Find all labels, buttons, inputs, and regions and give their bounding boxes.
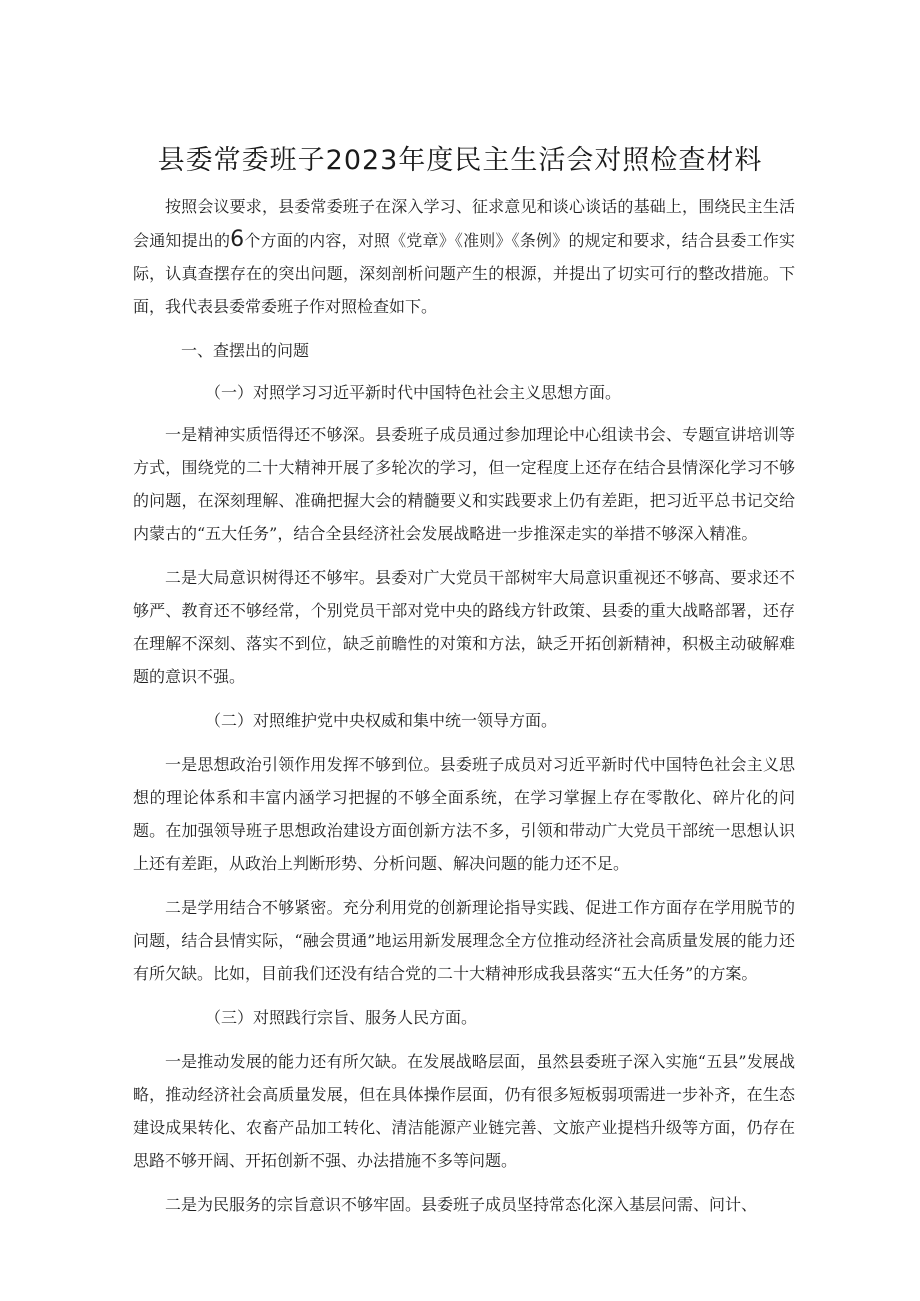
section-heading-1: 一、查摆出的问题 bbox=[181, 341, 310, 360]
intro-paragraph bbox=[133, 190, 795, 323]
subsection-heading-2: （二）对照维护党中央权威和集中统一领导方面。 bbox=[205, 711, 558, 730]
intro-number: 6 bbox=[230, 227, 245, 252]
paragraph-1-2: 二是大局意识树得还不够牢。县委对广大党员干部树牢大局意识重视还不够高、要求还不够严、教育还不够经常，个别党员干部对党中央的路线方针政策、县委的重大战略部署，还存在理解不深刻、落实不到位，缺乏前瞻性的对策和方法，缺乏开拓创新精神，积极主动破解难题的意识不强。 bbox=[133, 568, 795, 686]
paragraph-2-1: 一是思想政治引领作用发挥不够到位。县委班子成员对习近平新时代中国特色社会主义思想的理论体系和丰富内涵学习把握的不够全面系统，在学习掌握上存在零散化、碎片化的问题。在加强领导班子思想政治建设方面创新方法不多，引领和带动广大党员干部统一思想认识上还有差距，从政治上判断形势、分析问题、解决问题的能力还不足。 bbox=[133, 755, 795, 873]
document-body bbox=[133, 190, 795, 1221]
document-title: 县委常委班子2023年度民主生活会对照检查材料 bbox=[157, 145, 763, 176]
intro-text-before: 按照会议要求，县委常委班子在深入学习、征求意见和谈心谈话的基础上，围绕民主生活会通知提出的 bbox=[133, 197, 795, 250]
subsection-heading-1: （一）对照学习习近平新时代中国特色社会主义思想方面。 bbox=[205, 383, 622, 402]
paragraph-2-2: 二是学用结合不够紧密。充分利用党的创新理论指导实践、促进工作方面存在学用脱节的问题，结合县情实际，“融会贯通”地运用新发展理念全方位推动经济社会高质量发展的能力还有所欠缺。比如，目前我们还没有结合党的二十大精神形成我县落实“五大任务”的方案。 bbox=[133, 898, 795, 983]
paragraph-3-1: 一是推动发展的能力还有所欠缺。在发展战略层面，虽然县委班子深入实施“五县”发展战略，推动经济社会高质量发展，但在具体操作层面，仍有很多短板弱项需进一步补齐，在生态建设成果转化、农畜产品加工转化、清洁能源产业链完善、文旅产业提档升级等方面，仍存在思路不够开阔、开拓创新不强、办法措施不多等问题。 bbox=[133, 1052, 795, 1170]
paragraph-3-2: 二是为民服务的宗旨意识不够牢固。县委班子成员坚持常态化深入基层问需、问计、 bbox=[165, 1195, 758, 1214]
subsection-heading-3: （三）对照践行宗旨、服务人民方面。 bbox=[205, 1008, 478, 1027]
paragraph-1-1: 一是精神实质悟得还不够深。县委班子成员通过参加理论中心组读书会、专题宣讲培训等方式，围绕党的二十大精神开展了多轮次的学习，但一定程度上还存在结合县情深化学习不够的问题，在深刻理解、准确把握大会的精髓要义和实践要求上仍有差距，把习近平总书记交给内蒙古的“五大任务”，结合全县经济社会发展战略进一步推深走实的举措不够深入精准。 bbox=[133, 425, 795, 543]
intro-text-after: 个方面的内容，对照《党章》《准则》《条例》的规定和要求，结合县委工作实际，认真查摆存在的突出问题，深刻剖析问题产生的根源，并提出了切实可行的整改措施。下面，我代表县委常委班子作对照检查如下。 bbox=[133, 231, 795, 316]
